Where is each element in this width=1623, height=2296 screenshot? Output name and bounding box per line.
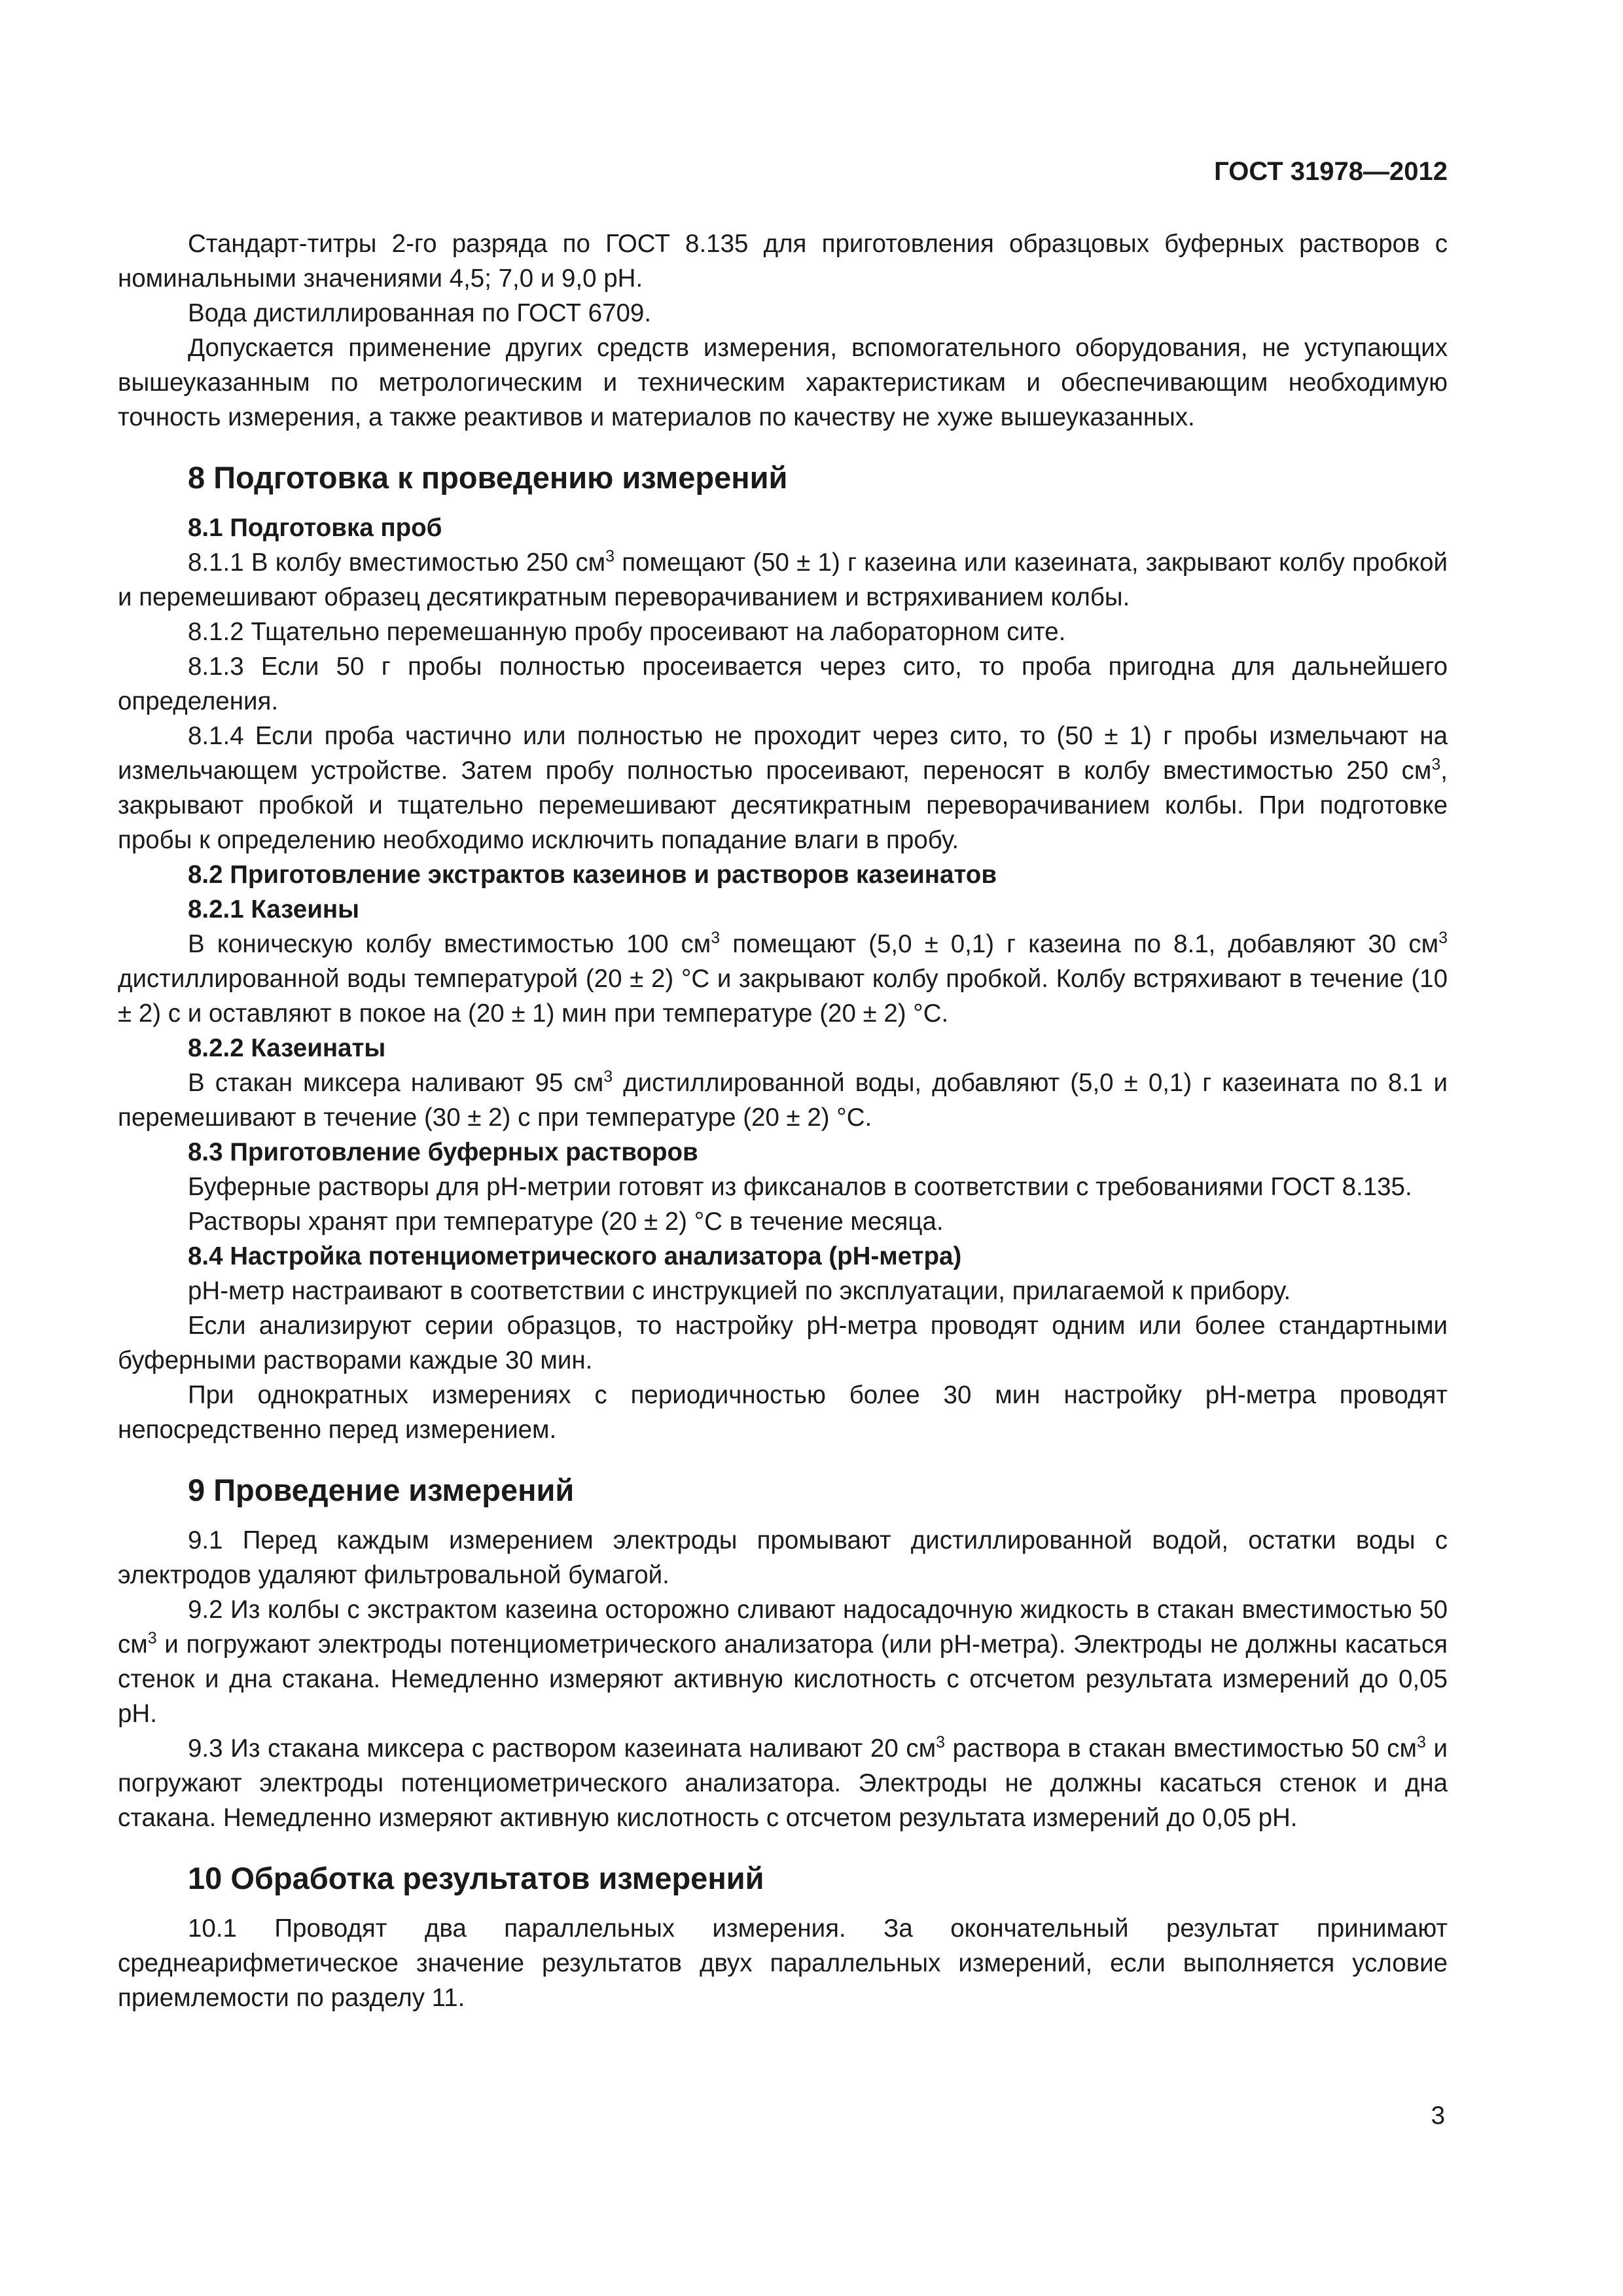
paragraph-intro-3: Допускается применение других средств измерения, вспомогательного оборудования, не уступающих вышеуказанным по метрологическим и техническим характеристикам и обеспечивающим необходимую точность измерения, а также реактивов и материалов по качеству не хуже вышеуказанных. xyxy=(118,334,1448,431)
superscript-8-2-2: 3 xyxy=(603,1067,613,1086)
subsection-8-3-heading: 8.3 Приготовление буферных растворов xyxy=(188,1138,698,1166)
paragraph-9-1: 9.1 Перед каждым измерением электроды промывают дистиллированной водой, остатки воды с электродов удаляют фильтровальной бумагой. xyxy=(118,1526,1448,1589)
text-8-2-1-a: В коническую колбу вместимостью 100 см xyxy=(188,930,711,958)
paragraph-8-2-2 xyxy=(118,1066,1448,1135)
text-8-2-1-b: помещают (5,0 ± 0,1) г казеина по 8.1, добавляют 30 см xyxy=(720,930,1439,958)
text-8-2-1-c: дистиллированной воды температурой (20 ± 2) °С и закрывают колбу пробкой. Колбу встряхивают в течение (10 ± 2) с и оставляют в покое на (20 ± 1) мин при температуре (20 ± 2) °С. xyxy=(118,965,1448,1028)
document-code-header: ГОСТ 31978—2012 xyxy=(1214,157,1448,186)
paragraph-8-4-2: Если анализируют серии образцов, то настройку pH-метра проводят одним или более стандартными буферными растворами каждые 30 мин. xyxy=(118,1312,1448,1374)
text-9-2-a: 9.2 Из колбы с экстрактом казеина осторожно сливают надосадочную жидкость в стакан вместимостью 50 см xyxy=(118,1596,1448,1659)
paragraph-8-1-1 xyxy=(118,545,1448,615)
text-8-1-4-a: 8.1.4 Если проба частично или полностью не проходит через сито, то (50 ± 1) г пробы измельчают на измельчающем устройстве. Затем пробу полностью просеивают, переносят в колбу вместимостью 250 см xyxy=(118,722,1448,785)
paragraph-8-4-3: При однократных измерениях с периодичностью более 30 мин настройку pH-метра проводят непосредственно перед измерением. xyxy=(118,1381,1448,1444)
superscript-9-2: 3 xyxy=(147,1629,157,1647)
paragraph-8-1-3: 8.1.3 Если 50 г пробы полностью просеивается через сито, то проба пригодна для дальнейшего определения. xyxy=(118,653,1448,715)
paragraph-9-2 xyxy=(118,1592,1448,1731)
paragraph-10-1: 10.1 Проводят два параллельных измерения. За окончательный результат принимают среднеарифметическое значение результатов двух параллельных измерений, если выполняется условие приемлемости по разделу 11. xyxy=(118,1914,1448,2012)
text-8-1-4-b: , закрывают пробкой и тщательно перемешивают десятикратным переворачиванием колбы. При подготовке пробы к определению необходимо исключить попадание влаги в пробу. xyxy=(118,757,1448,854)
superscript-8-2-1-a: 3 xyxy=(711,929,721,947)
text-9-3-a: 9.3 Из стакана миксера с раствором казеината наливают 20 см xyxy=(188,1734,936,1763)
superscript-8-2-1-b: 3 xyxy=(1438,929,1448,947)
superscript-8-1-1: 3 xyxy=(605,547,615,565)
subsection-8-2-2-heading: 8.2.2 Казеинаты xyxy=(188,1034,386,1062)
text-8-1-1-b: помещают (50 ± 1) г казеина или казеината, закрывают колбу пробкой и перемешивают образец десятикратным переворачиванием и встряхиванием колбы. xyxy=(118,548,1448,611)
document-body xyxy=(118,226,1448,2015)
subsection-8-1-heading: 8.1 Подготовка проб xyxy=(188,514,442,542)
text-9-3-b: раствора в стакан вместимостью 50 см xyxy=(945,1734,1417,1763)
section-10-heading: 10 Обработка результатов измерений xyxy=(188,1861,764,1895)
subsection-8-2-heading: 8.2 Приготовление экстрактов казеинов и растворов казеинатов xyxy=(188,861,997,889)
paragraph-8-1-4 xyxy=(118,719,1448,857)
paragraph-intro-1: Стандарт-титры 2-го разряда по ГОСТ 8.135 для приготовления образцовых буферных растворов с номинальными значениями 4,5; 7,0 и 9,0 pH. xyxy=(118,230,1448,293)
section-8-heading: 8 Подготовка к проведению измерений xyxy=(188,460,788,495)
subsection-8-4-heading: 8.4 Настройка потенциометрического анализатора (pH-метра) xyxy=(188,1242,962,1270)
paragraph-8-3-2: Растворы хранят при температуре (20 ± 2) °С в течение месяца. xyxy=(188,1208,944,1236)
text-9-3-c: и погружают электроды потенциометрического анализатора. Электроды не должны касаться стенок и дна стакана. Немедленно измеряют активную кислотность с отсчетом результата измерений до 0,05 pH. xyxy=(118,1734,1448,1832)
paragraph-8-1-2: 8.1.2 Тщательно перемешанную пробу просеивают на лабораторном сите. xyxy=(188,618,1066,646)
paragraph-8-4-1: pH-метр настраивают в соответствии с инструкцией по эксплуатации, прилагаемой к прибору. xyxy=(188,1277,1291,1305)
text-8-1-1-a: 8.1.1 В колбу вместимостью 250 см xyxy=(188,548,606,577)
text-8-2-2-a: В стакан миксера наливают 95 см xyxy=(188,1069,604,1097)
text-8-2-2-b: дистиллированной воды, добавляют (5,0 ± 0,1) г казеината по 8.1 и перемешивают в течение (30 ± 2) с при температуре (20 ± 2) °С. xyxy=(118,1069,1448,1132)
superscript-9-3-b: 3 xyxy=(1416,1733,1426,1751)
page-number: 3 xyxy=(1431,2102,1445,2130)
subsection-8-2-1-heading: 8.2.1 Казеины xyxy=(188,895,360,924)
paragraph-intro-2: Вода дистиллированная по ГОСТ 6709. xyxy=(188,299,652,327)
section-9-heading: 9 Проведение измерений xyxy=(188,1473,575,1507)
superscript-9-3-a: 3 xyxy=(936,1733,945,1751)
text-9-2-b: и погружают электроды потенциометрического анализатора (или pH-метра). Электроды не должны касаться стенок и дна стакана. Немедленно измеряют активную кислотность с отсчетом результата измерений до 0,05 pH. xyxy=(118,1630,1448,1728)
superscript-8-1-4: 3 xyxy=(1431,755,1441,774)
paragraph-8-3-1: Буферные растворы для pH-метрии готовят из фиксаналов в соответствии с требованиями ГОСТ 8.135. xyxy=(188,1173,1412,1201)
paragraph-8-2-1 xyxy=(118,927,1448,1031)
paragraph-9-3 xyxy=(118,1731,1448,1835)
